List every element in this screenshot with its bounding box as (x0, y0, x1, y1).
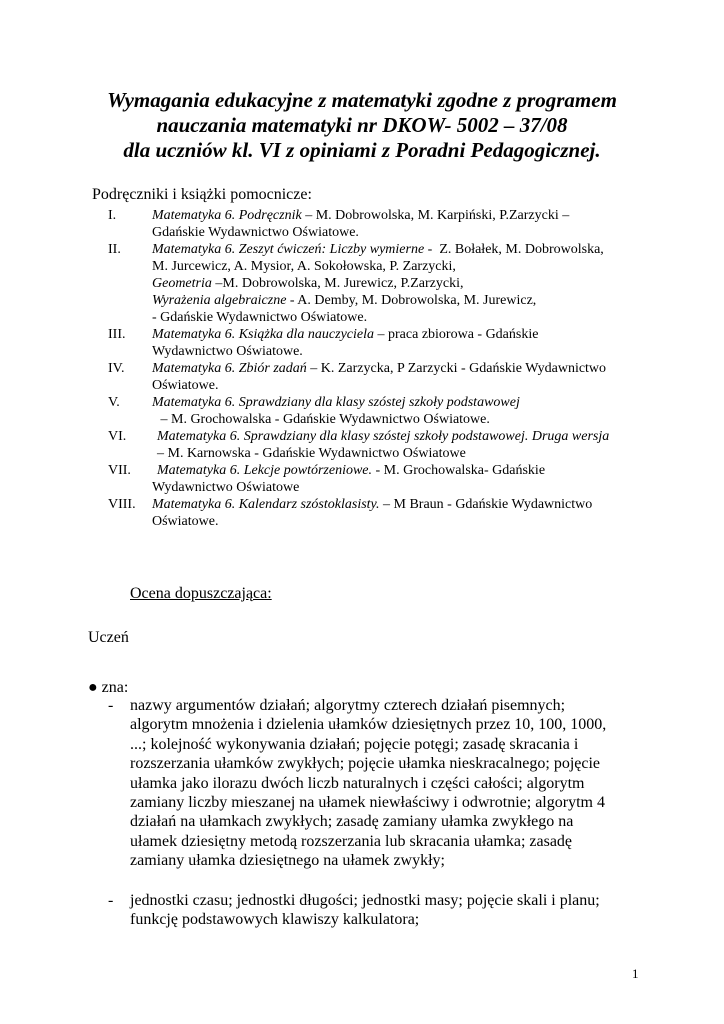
book-number: IV. (108, 361, 125, 376)
requirement-item (0, 696, 724, 871)
book-title: Matematyka 6. Podręcznik (152, 208, 302, 223)
book-number: VIII. (108, 497, 136, 512)
book-details: –M. Dobrowolska, M. Jurewicz, P.Zarzycki, (211, 276, 464, 291)
book-item (0, 496, 724, 530)
student-label: Uczeń (88, 629, 129, 646)
book-details: Wydawnictwo Oświatowe (152, 480, 300, 495)
book-details: - Gdańskie Wydawnictwo Oświatowe. (152, 310, 368, 325)
book-item (0, 394, 724, 428)
book-number: III. (108, 327, 126, 342)
book-line (0, 513, 724, 530)
book-line (0, 479, 724, 496)
book-item (0, 207, 724, 241)
book-number: VII. (108, 463, 131, 478)
book-title: Matematyka 6. Kalendarz szóstoklasisty. (152, 497, 380, 512)
document-title (40, 88, 684, 163)
page-number: 1 (632, 966, 639, 981)
requirement-line: ...; kolejność wykonywania działań; pojęcie potęgi; zasadę skracania i (130, 735, 579, 753)
book-details: – K. Zarzycka, P Zarzycki - Gdańskie Wydawnictwo (306, 361, 607, 376)
book-title: Matematyka 6. Sprawdziany dla klasy szóstej szkoły podstawowej (152, 395, 520, 410)
requirement-line: algorytm mnożenia i dzielenia ułamków dziesiętnych przez 10, 100, 1000, (130, 716, 607, 734)
book-line (0, 445, 724, 462)
requirement-line: nazwy argumentów działań; algorytmy czterech działań pisemnych; (130, 697, 566, 714)
book-title: Wyrażenia algebraiczne (152, 293, 287, 308)
book-line (0, 258, 724, 275)
book-details: – M Braun - Gdańskie Wydawnictwo (379, 497, 593, 512)
requirement-line: ułamek dziesiętny metodą rozszerzania lub skracania ułamka; zasadę (130, 832, 573, 850)
requirement-dash: - (108, 697, 114, 714)
requirement-dash: - (108, 892, 114, 909)
book-line (0, 275, 724, 292)
book-details: – praca zbiorowa - Gdańskie (374, 327, 539, 342)
book-title: Matematyka 6. Lekcje powtórzeniowe. (157, 463, 373, 478)
book-details: – M. Dobrowolska, M. Karpiński, P.Zarzycki – (301, 208, 570, 223)
book-line (0, 411, 724, 428)
book-details: Oświatowe. (152, 514, 219, 529)
book-details: Wydawnictwo Oświatowe. (152, 344, 303, 359)
book-number: VI. (108, 429, 127, 444)
requirement-line: rozszerzania ułamków zwykłych; pojęcie ułamka nieskracalnego; pojęcie (130, 755, 601, 773)
title-line-1: Wymagania edukacyjne z matematyki zgodne z programem (107, 88, 617, 112)
book-line (0, 343, 724, 360)
book-item (0, 428, 724, 462)
book-line (0, 309, 724, 326)
requirement-item (0, 891, 724, 930)
book-details: Gdańskie Wydawnictwo Oświatowe. (152, 225, 359, 240)
book-details: Oświatowe. (152, 378, 219, 393)
title-line-3: dla uczniów kl. VI z opiniami z Poradni Pedagogicznej. (123, 138, 601, 162)
grade-heading: Ocena dopuszczająca: (130, 585, 272, 602)
book-title: Matematyka 6. Zeszyt ćwiczeń: Liczby wymierne (152, 242, 425, 257)
book-title: Geometria (152, 276, 212, 291)
book-item (0, 360, 724, 394)
requirement-line: funkcję podstawowych klawiszy kalkulatora; (130, 911, 420, 929)
book-details: - M. Grochowalska- Gdańskie (372, 463, 546, 478)
requirement-line: jednostki czasu; jednostki długości; jednostki masy; pojęcie skali i planu; (130, 892, 600, 909)
book-details: - A. Demby, M. Dobrowolska, M. Jurewicz, (286, 293, 537, 308)
book-title: Matematyka 6. Sprawdziany dla klasy szóstej szkoły podstawowej. Druga wersja (157, 429, 610, 444)
books-heading: Podręczniki i książki pomocnicze: (92, 186, 312, 203)
book-details: M. Jurcewicz, A. Mysior, A. Sokołowska, P. Zarzycki, (152, 259, 456, 274)
book-details: – M. Grochowalska - Gdańskie Wydawnictwo Oświatowe. (157, 412, 490, 427)
book-number: I. (108, 208, 117, 223)
book-title: Matematyka 6. Książka dla nauczyciela (152, 327, 375, 342)
book-line (0, 377, 724, 394)
book-item (0, 241, 724, 326)
book-item (0, 462, 724, 496)
book-details: - Z. Bołałek, M. Dobrowolska, (424, 242, 604, 257)
books-list (0, 207, 724, 530)
book-number: II. (108, 242, 121, 257)
requirement-line: zamiany liczby mieszanej na ułamek niewłaściwy i odwrotnie; algorytm 4 (130, 794, 605, 812)
book-details: – M. Karnowska - Gdańskie Wydawnictwo Oświatowe (157, 446, 466, 461)
book-title: Matematyka 6. Zbiór zadań (152, 361, 307, 376)
knows-bullet: ● zna: (88, 679, 129, 696)
book-line (0, 292, 724, 309)
book-line (0, 224, 724, 241)
requirement-line: zamiany ułamka dziesiętnego na ułamek zwykły; (130, 852, 445, 870)
requirement-line: działań na ułamkach zwykłych; zasadę zamiany ułamka zwykłego na (130, 813, 574, 831)
book-item (0, 326, 724, 360)
title-line-2: nauczania matematyki nr DKOW- 5002 – 37/08 (156, 113, 568, 137)
book-number: V. (108, 395, 120, 410)
requirement-line: ułamka jako ilorazu dwóch liczb naturalnych i części całości; algorytm (130, 774, 585, 792)
